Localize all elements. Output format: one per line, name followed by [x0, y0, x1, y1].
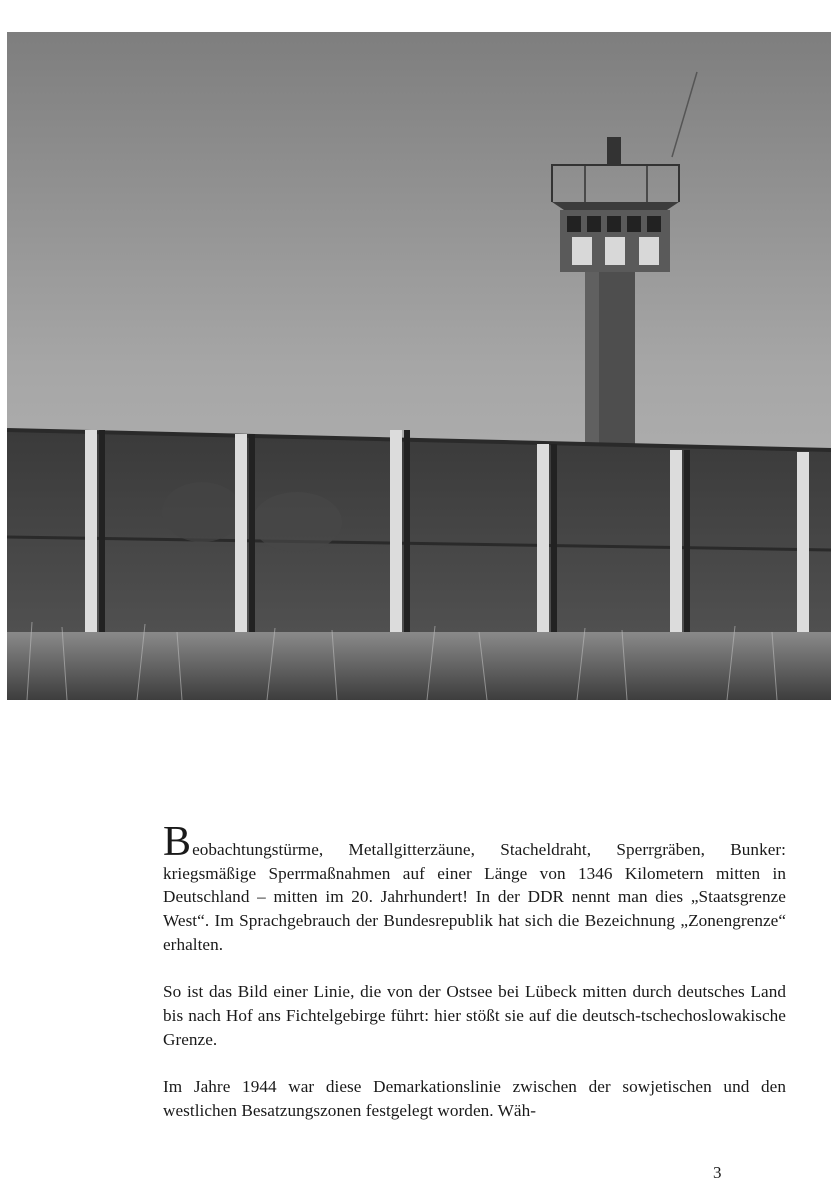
paragraph-2: So ist das Bild einer Linie, die von der Ostsee bei Lübeck mitten durch deutsches Land bis nach Hof ans Fichtelgebirge führt: hier stößt sie auf die deutsch-tschechoslowakische Grenze.	[163, 982, 786, 1049]
photo-graphic	[7, 32, 831, 700]
paragraph-3: Im Jahre 1944 war diese Demarkationslinie zwischen der sowjetischen und den westlichen Besatzungszonen festgelegt worden. Wäh-	[163, 1077, 786, 1120]
body-text	[163, 819, 786, 1122]
page-number: 3	[713, 1163, 722, 1182]
tower-roof	[552, 202, 679, 210]
paragraph-1-text: eobachtungstürme, Metallgitterzäune, Stacheldraht, Sperrgräben, Bunker: kriegsmäßige Sperrmaßnahmen auf einer Länge von 1346 Kilometern mitten in Deutschland – mitten im 20. Jahrhundert! In der DDR nennt man dies „Staatsgrenze West“. Im Sprachgebrauch der Bundesrepublik hat sich die Bezeichnung „Zonengrenze“ erhalten.	[163, 840, 786, 954]
drop-cap: B	[163, 819, 192, 865]
paragraph-1	[163, 819, 786, 980]
watchtower-photo	[7, 32, 831, 700]
searchlight	[607, 137, 621, 165]
metal-fence	[7, 430, 831, 652]
grass	[7, 632, 831, 700]
